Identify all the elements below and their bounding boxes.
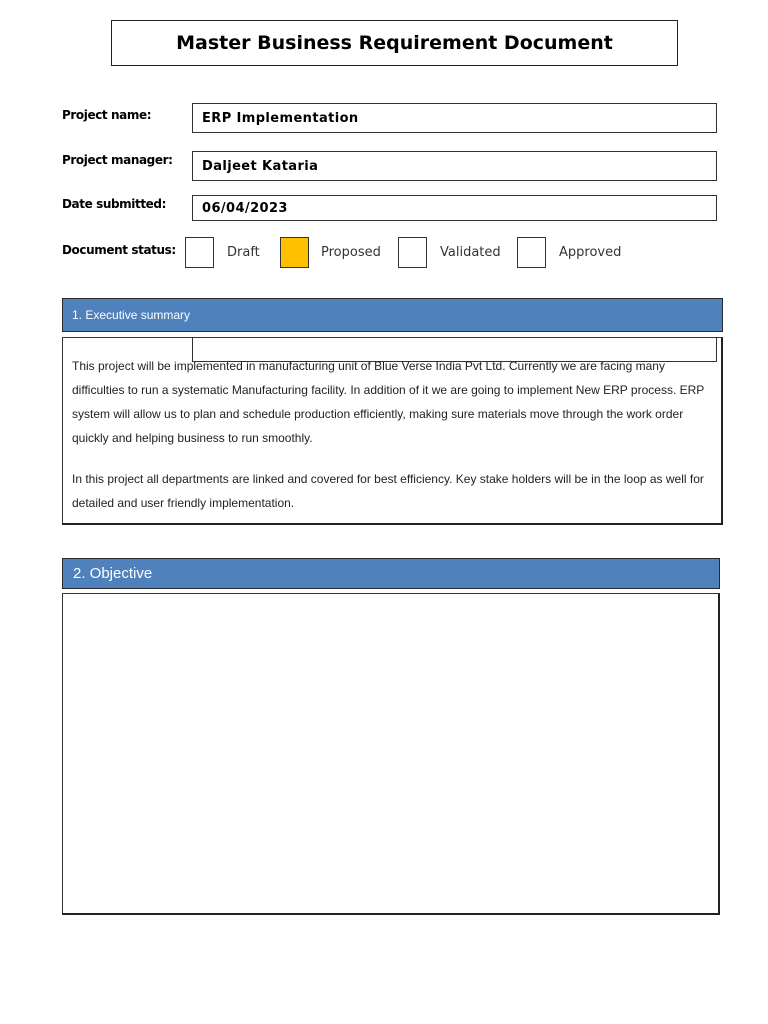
objective-header: 2. Objective [62, 558, 720, 589]
status-approved-checkbox[interactable] [517, 237, 546, 268]
status-validated-checkbox[interactable] [398, 237, 427, 268]
status-draft-checkbox[interactable] [185, 237, 214, 268]
status-proposed-label: Proposed [321, 245, 381, 260]
project-name-label: Project name: [62, 108, 152, 122]
summary-paragraph: This project will be implemented in manufacturing unit of Blue Verse India Pvt Ltd. Currently we are facing many difficulties to run a systematic Manufacturing facility. In addition of it we are going to implement New ERP process. ERP system will allow us to plan and schedule production efficiently, making sure materials move through the work order quickly and helping business to run smoothly. [72, 359, 705, 445]
project-manager-label: Project manager: [62, 153, 173, 167]
stray-text-box [192, 337, 717, 362]
date-submitted-field[interactable]: 06/04/2023 [192, 195, 717, 221]
document-title: Master Business Requirement Document [111, 20, 678, 66]
status-proposed-checkbox[interactable] [280, 237, 309, 268]
summary-paragraph: In this project all departments are linked and covered for best efficiency. Key stake holders will be in the loop as well for detailed and user friendly implementation. [72, 472, 704, 510]
status-draft-label: Draft [227, 245, 260, 260]
project-name-field[interactable]: ERP Implementation [192, 103, 717, 133]
executive-summary-header: 1. Executive summary [62, 298, 723, 332]
objective-body[interactable] [62, 593, 720, 915]
document-status-label: Document status: [62, 243, 176, 257]
status-approved-label: Approved [559, 245, 622, 260]
executive-summary-body[interactable] [62, 337, 723, 525]
status-validated-label: Validated [440, 245, 501, 260]
date-submitted-label: Date submitted: [62, 197, 167, 211]
project-manager-field[interactable]: Daljeet Kataria [192, 151, 717, 181]
